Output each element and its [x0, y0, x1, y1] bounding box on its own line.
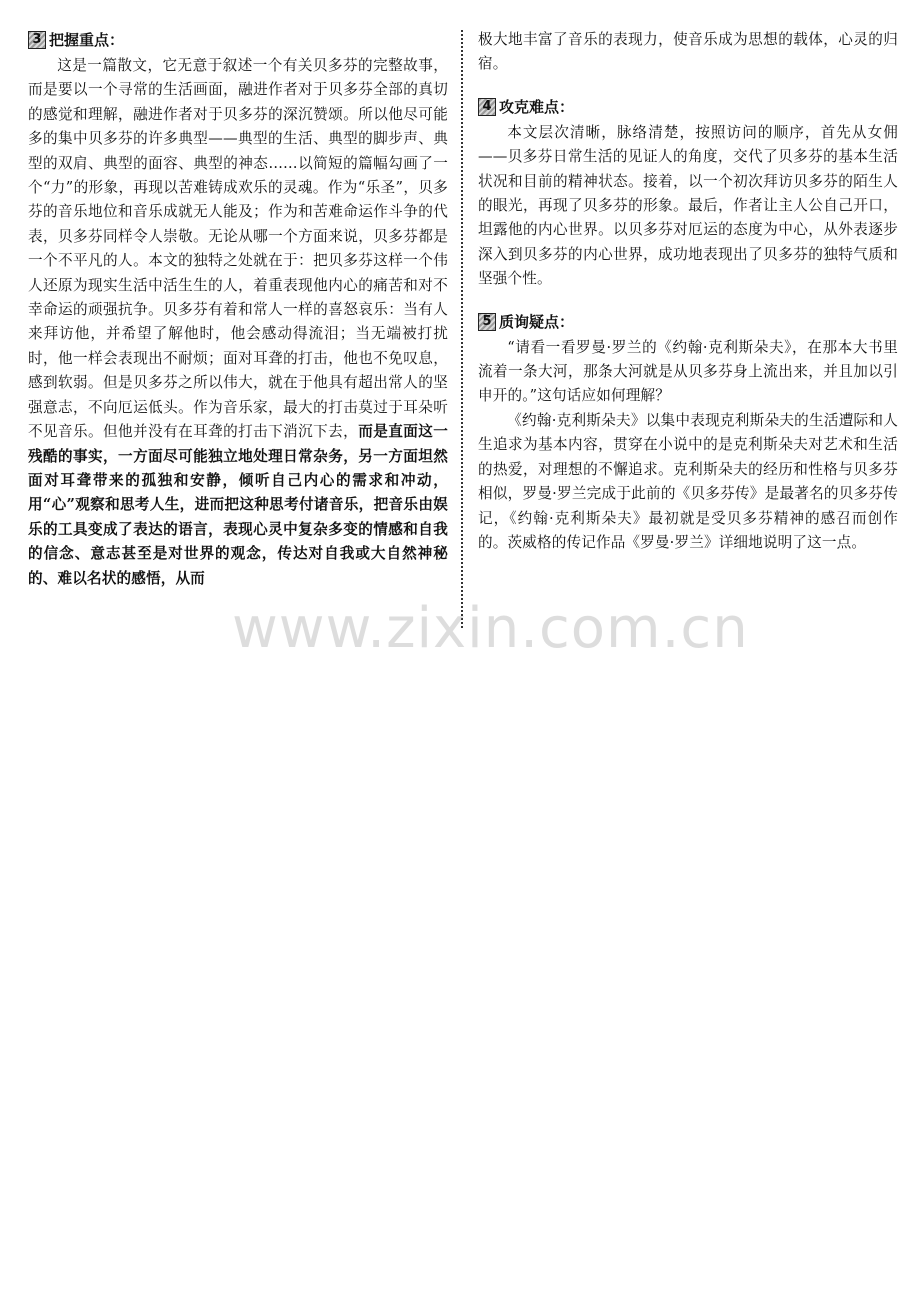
section-4-heading: [478, 95, 898, 119]
section-3-heading: [28, 28, 448, 52]
section-4-title: 攻克难点：: [499, 97, 575, 116]
section-5-question: “请看一看罗曼·罗兰的《约翰·克利斯朵夫》，在那本大书里流着一条大河，那条大河就是从贝多芬身上流出来，并且加以引申开的。”这句话应如何理解？: [478, 338, 898, 405]
left-column: [28, 28, 448, 591]
section-5-number-badge: 5: [478, 313, 496, 331]
column-divider: [461, 30, 463, 628]
section-5-heading: [478, 310, 898, 334]
section-4-number-badge: 4: [478, 98, 496, 116]
right-column: [478, 28, 898, 555]
section-3-text-regular: 这是一篇散文，它无意于叙述一个有关贝多芬的完整故事，而是要以一个寻常的生活画面，融进作者对于贝多芬全部的真切的感觉和理解，融进作者对于贝多芬的深沉赞颂。所以他尽可能多的集中贝多芬的许多典型——典型的生活、典型的脚步声、典型的双肩、典型的面容、典型的神态……以简短的篇幅勾画了一个“力”的形象，再现以苦难铸成欢乐的灵魂。作为“乐圣”，贝多芬的音乐地位和音乐成就无人能及；作为和苦难命运作斗争的代表，贝多芬同样令人崇敬。无论从哪一个方面来说，贝多芬都是一个不平凡的人。本文的独特之处就在于：把贝多芬这样一个伟人还原为现实生活中活生生的人，着重表现他内心的痛苦和对不幸命运的顽强抗争。贝多芬有着和常人一样的喜怒哀乐：当有人来拜访他，并希望了解他时，他会感动得流泪；当无端被打扰时，他一样会表现出不耐烦；面对耳聋的打击，他也不免叹息，感到软弱。但是贝多芬之所以伟大，就在于他具有超出常人的坚强意志，不向厄运低头。作为音乐家，最大的打击莫过于耳朵听不见音乐。但他并没有在耳聋的打击下消沉下去，: [28, 57, 448, 441]
section-5-answer: 《约翰·克利斯朵夫》以集中表现克利斯朵夫的生活遭际和人生追求为基本内容，贯穿在小说中的是克利斯朵夫对艺术和生活的热爱，对理想的不懈追求。克利斯朵夫的经历和性格与贝多芬相似，罗曼·罗兰完成于此前的《贝多芬传》是最著名的贝多芬传记，《约翰·克利斯朵夫》最初就是受贝多芬精神的感召而创作的。茨威格的传记作品《罗曼·罗兰》详细地说明了这一点。: [478, 411, 898, 551]
section-3-text-bold: 而是直面这一残酷的事实，一方面尽可能独立地处理日常杂务，另一方面坦然面对耳聋带来的孤独和安静，倾听自己内心的需求和冲动，用“心”观察和思考人生，进而把这种思考付诸音乐，把音乐由娱乐的工具变成了表达的语言，表现心灵中复杂多变的情感和自我的信念、意志甚至是对世界的观念，传达对自我或大自然神秘的、难以名状的感悟，从而: [28, 423, 448, 587]
section-3-title: 把握重点：: [49, 31, 125, 49]
section-4-body: 本文层次清晰，脉络清楚，按照访问的顺序，首先从女佣——贝多芬日常生活的见证人的角度，交代了贝多芬的基本生活状况和目前的精神状态。接着，以一个初次拜访贝多芬的陌生人的眼光，再现了贝多芬的形象。最后，作者让主人公自己开口，坦露他的内心世界。以贝多芬对厄运的态度为中心，从外表逐步深入到贝多芬的内心世界，成功地表现出了贝多芬的独特气质和坚强个性。: [478, 123, 898, 288]
section-3-continuation: 极大地丰富了音乐的表现力，使音乐成为思想的载体，心灵的归宿。: [478, 31, 898, 73]
section-3-number-badge: 3: [28, 31, 46, 49]
section-5-title: 质询疑点：: [499, 312, 575, 331]
watermark: www.zixin.com.cn: [232, 596, 749, 661]
section-3-body: [28, 54, 448, 591]
